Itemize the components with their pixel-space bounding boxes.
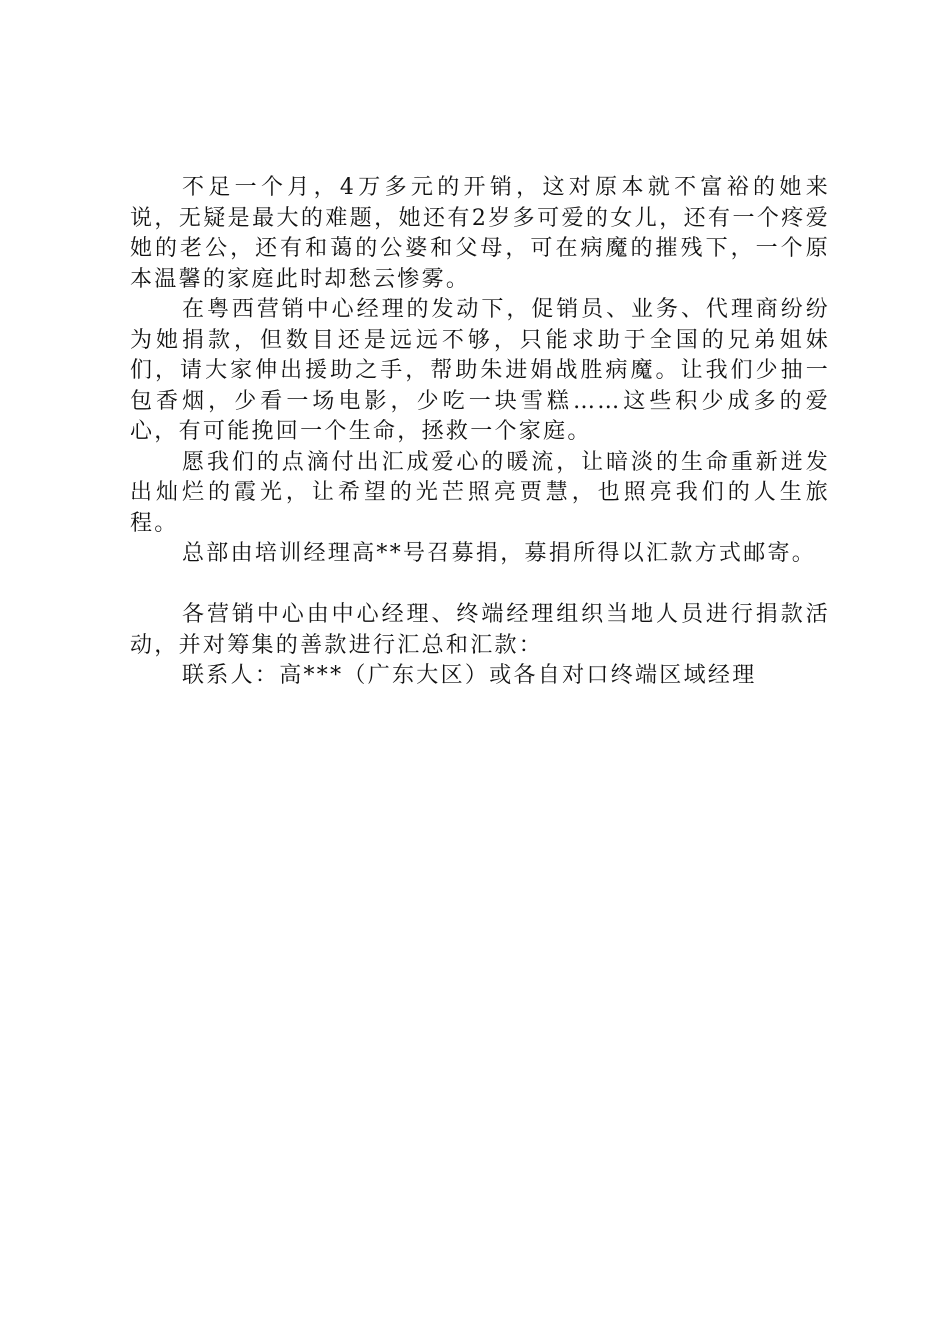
paragraph-wish: 愿我们的点滴付出汇成爱心的暖流，让暗淡的生命重新迸发出灿烂的霞光，让希望的光芒照亮贾慧，也照亮我们的人生旅程。 <box>130 449 830 536</box>
paragraph-contact-person: 联系人：高***（广东大区）或各自对口终端区域经理 <box>182 663 757 688</box>
paragraph-sales-centers: 各营销中心由中心经理、终端经理组织当地人员进行捐款活动，并对筹集的善款进行汇总和汇款： <box>130 602 830 658</box>
document-body <box>130 173 830 692</box>
paragraph-headquarters-fundraising: 总部由培训经理高**号召募捐，募捐所得以汇款方式邮寄。 <box>182 541 817 566</box>
blank-line <box>130 570 830 601</box>
paragraph-donation-appeal: 在粤西营销中心经理的发动下，促销员、业务、代理商纷纷为她捐款，但数目还是远远不够，只能求助于全国的兄弟姐妹们，请大家伸出援助之手，帮助朱进娟战胜病魔。让我们少抽一包香烟，少看一场电影，少吃一块雪糕……这些积少成多的爱心，有可能挽回一个生命，拯救一个家庭。 <box>130 297 830 444</box>
paragraph-medical-costs: 不足一个月，4万多元的开销，这对原本就不富裕的她来说，无疑是最大的难题，她还有2岁多可爱的女儿，还有一个疼爱她的老公，还有和蔼的公婆和父母，可在病魔的摧残下，一个原本温馨的家庭此时却愁云惨雾。 <box>130 175 830 292</box>
